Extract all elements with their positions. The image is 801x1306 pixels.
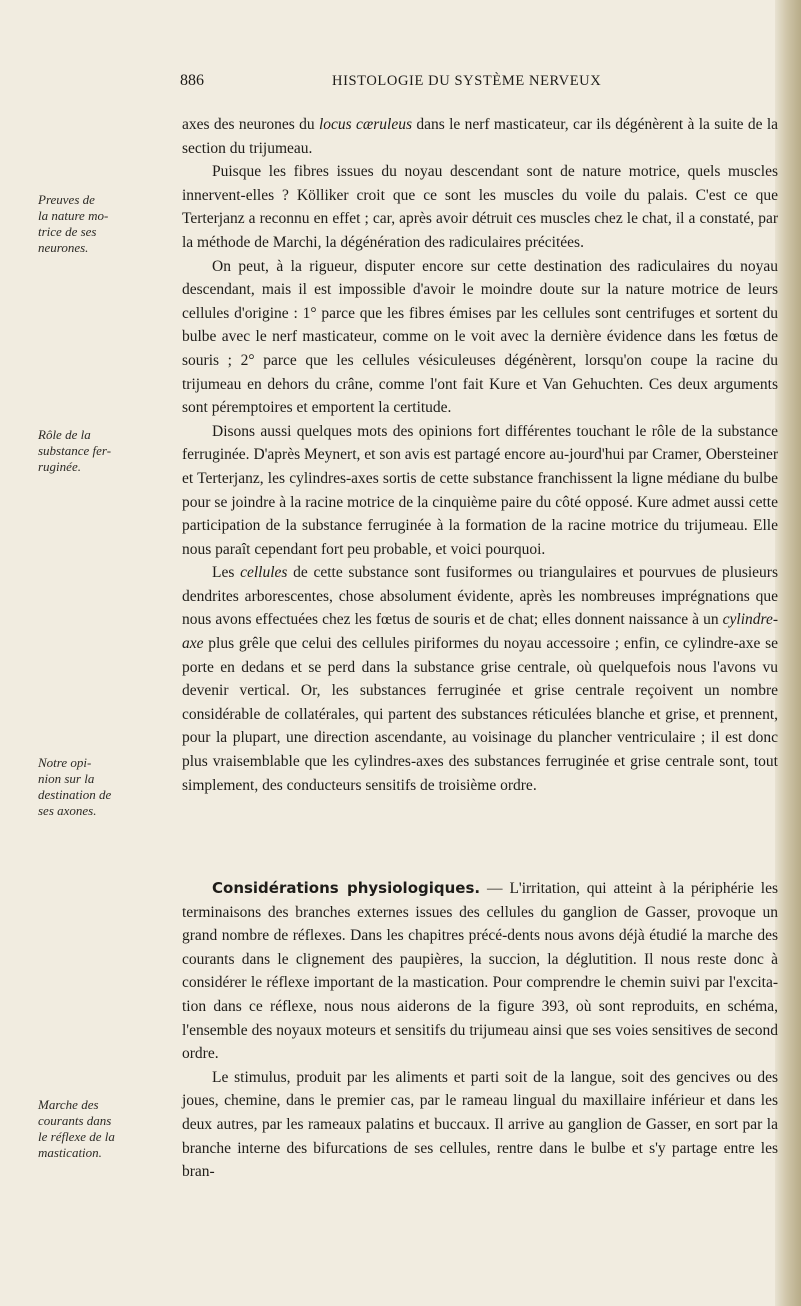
margin-note-marche: Marche des courants dans le réflexe de la mastication. [38,1097,115,1160]
paragraph-locus: axes des neurones du locus cæruleus dans le nerf masticateur, car ils dégénèrent à la suite de la section du trijumeau. [182,116,779,157]
margin-note-notre-opinion: Notre opi- nion sur la destination de ses axones. [38,755,112,818]
physiology-text-block [182,877,778,1184]
paragraph-preuves: On peut, à la rigueur, disputer encore sur cette destination des radiculaires du noyau descendant, mais il est impossible d'avoir le moindre doute sur la nature motrice de leurs cellules d'origine : 1° parce que les fibres émises par les cellules sont centrifuges et sortent du bulbe avec le nerf masticateur, comme on le voit avec la dernière évidence dans les fœtus de souris ; 2° parce que les cellules vésiculeuses dégénèrent, lorsqu'on coupe la racine du trijumeau en dehors du crâne, comme l'ont fait Kure et Van Gehuchten. Ces deux arguments sont péremptoires et emportent la certitude. [182,257,778,417]
running-title: HISTOLOGIE DU SYSTÈME NERVEUX [332,73,602,89]
paragraph-substance-ferruginee: Disons aussi quelques mots des opinions fort différentes touchant le rôle de la substance ferruginée. D'après Meynert, et son avis est partagé encore au-jourd'hui par Cramer, Obersteiner et Terterjanz, les cylindres-axes sortis de cette substance franchissent la ligne médiane du bulbe pour se joindre à la racine motrice de la cinquième paire du côté opposé. Kure admet aussi cette participation de la substance ferruginée à la formation de la racine motrice du trijumeau. Elle nous paraît cependant fort peu probable, et voici pourquoi. [182,422,778,558]
paragraph-stimulus: Le stimulus, produit par les aliments et parti soit de la langue, soit des gencives ou des joues, chemine, dans le premier cas, par le rameau lingual du maxillaire inférieur et dans les deux autres, par les rameaux palatins et buccaux. Il arrive au ganglion de Gasser, en sort par la branche interne des bifurcations de ses cellules, rentre dans le bulbe et s'y partage entre les bran- [182,1068,778,1181]
margin-note-preuves: Preuves de la nature mo- trice de ses neurones. [38,192,109,255]
paragraph-noyau-descendant: Puisque les fibres issues du noyau descendant sont de nature motrice, quels muscles innervent-elles ? Kölliker croit que ce sont les muscles du voile du palais. C'est ce que Terterjanz a reconnu en effet ; car, après avoir détruit ces muscles chez le chat, il a constaté, par la méthode de Marchi, la dégénération des radiculaires précitées. [182,163,778,251]
margin-note-role: Rôle de la substance fer- ruginée. [38,427,112,474]
section-title: Considérations physiologiques. [212,879,481,897]
paragraph-considerations: Considérations physiologiques. — L'irritation, qui atteint à la périphérie les terminaisons des branches externes issues des cellules du ganglion de Gasser, provoque un grand nombre de réflexes. Dans les chapitres précé-dents nous avons déjà étudié la marche des courants dans le clignement des paupières, la succion, la déglutition. Il nous reste donc à considérer le réflexe important de la mastication. Pour comprendre le chemin suivi par l'excita-tion dans ce réflexe, nous nous aiderons de la figure 393, où sont reproduits, en schéma, l'ensemble des noyaux moteurs et sensitifs du trijumeau ainsi que ses voies sensitives de second ordre. [182,879,778,1063]
main-text-block [182,113,778,797]
paragraph-cellules: Les cellules de cette substance sont fusiformes ou triangulaires et pourvues de plusieurs dendrites arborescentes, chose absolument évidente, après les nombreuses imprégnations que nous avons effectuées chez les fœtus de souris et de chat; elles donnent naissance à un cylindre-axe plus grêle que celui des cellules piriformes du noyau accessoire ; enfin, ce cylindre-axe se porte en dedans et se perd dans la substance grise centrale, où quelquefois nous l'avons vu devenir vertical. Or, les substances ferruginée et grise centrale reçoivent un nombre considérable de collatérales, qui partent des substances réticulées blanche et grise, et prennent, pour la plupart, une direction ascendante, au voisinage du plancher ventriculaire ; il est donc plus vraisemblable que les cylindres-axes des substances ferruginée et grise centrale sont, tout simplement, des conducteurs sensitifs de troisième ordre. [182,564,778,794]
page-number: 886 [180,72,204,89]
page-header [0,72,801,96]
page-edge [775,0,801,1306]
